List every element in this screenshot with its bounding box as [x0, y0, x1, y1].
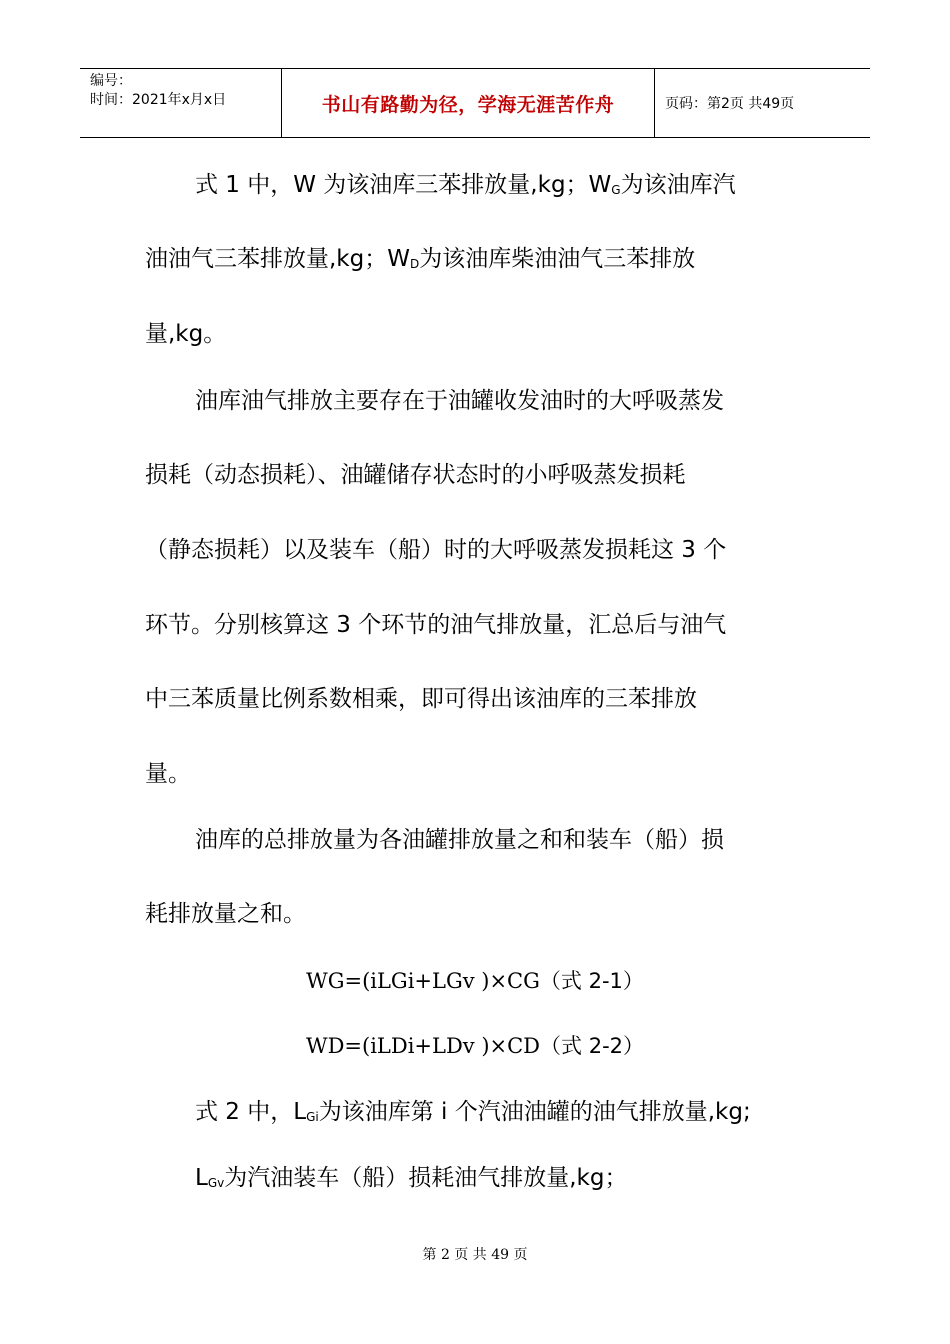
- header-page-cell: [655, 69, 870, 137]
- paragraph-line: 损耗（动态损耗）、油罐储存状态时的小呼吸蒸发损耗: [145, 462, 686, 488]
- paragraph-line: 中三苯质量比例系数相乘，即可得出该油库的三苯排放: [145, 686, 697, 712]
- paragraph-line: （静态损耗）以及装车（船）时的大呼吸蒸发损耗这 3 个: [145, 537, 727, 563]
- paragraph-line: 耗排放量之和。: [145, 901, 306, 927]
- paragraph-line: $L_{Gv}$为汽油装车（船）损耗油气排放量,kg；: [195, 1165, 628, 1191]
- paragraph-line: 量,kg。: [145, 321, 227, 347]
- header-meta: [80, 69, 282, 137]
- paragraph-line: 油库油气排放主要存在于油罐收发油时的大呼吸蒸发: [195, 388, 724, 414]
- page-footer: 第 2 页 共 49 页: [422, 1247, 528, 1263]
- header-page-info: 页码：第2页 共49页: [665, 96, 795, 112]
- header-motto-cell: [282, 69, 655, 137]
- paragraph-line: 式 2 中，$L_{Gi}$为该油库第 i 个汽油油罐的油气排放量,kg;: [195, 1099, 751, 1125]
- header-motto: 书山有路勤为径，学海无涯苦作舟: [321, 93, 615, 116]
- document-number-label: 编号：: [90, 73, 132, 89]
- formula-2-2: [0, 1032, 950, 1060]
- paragraph-line: 式 1 中，W 为该油库三苯排放量,kg；$W_G$为该油库汽: [195, 172, 736, 198]
- formula-tag: （式 2-2）: [540, 1034, 645, 1058]
- paragraph-line: 环节。分别核算这 3 个环节的油气排放量，汇总后与油气: [145, 612, 727, 638]
- formula-expression: WG=(iLGi+LGv )×CG: [306, 969, 540, 993]
- formula-tag: （式 2-1）: [539, 969, 644, 993]
- paragraph-line: 油库的总排放量为各油罐排放量之和和装车（船）损: [195, 827, 724, 853]
- formula-expression: WD=(iLDi+LDv )×CD: [305, 1034, 541, 1058]
- paragraph-line: 油油气三苯排放量,kg；$W_D$为该油库柴油油气三苯排放: [145, 246, 696, 272]
- formula-2-1: [0, 967, 950, 995]
- paragraph-line: 量。: [145, 761, 191, 787]
- document-date: 时间：2021年x月x日: [90, 92, 227, 108]
- page-header: [80, 68, 870, 138]
